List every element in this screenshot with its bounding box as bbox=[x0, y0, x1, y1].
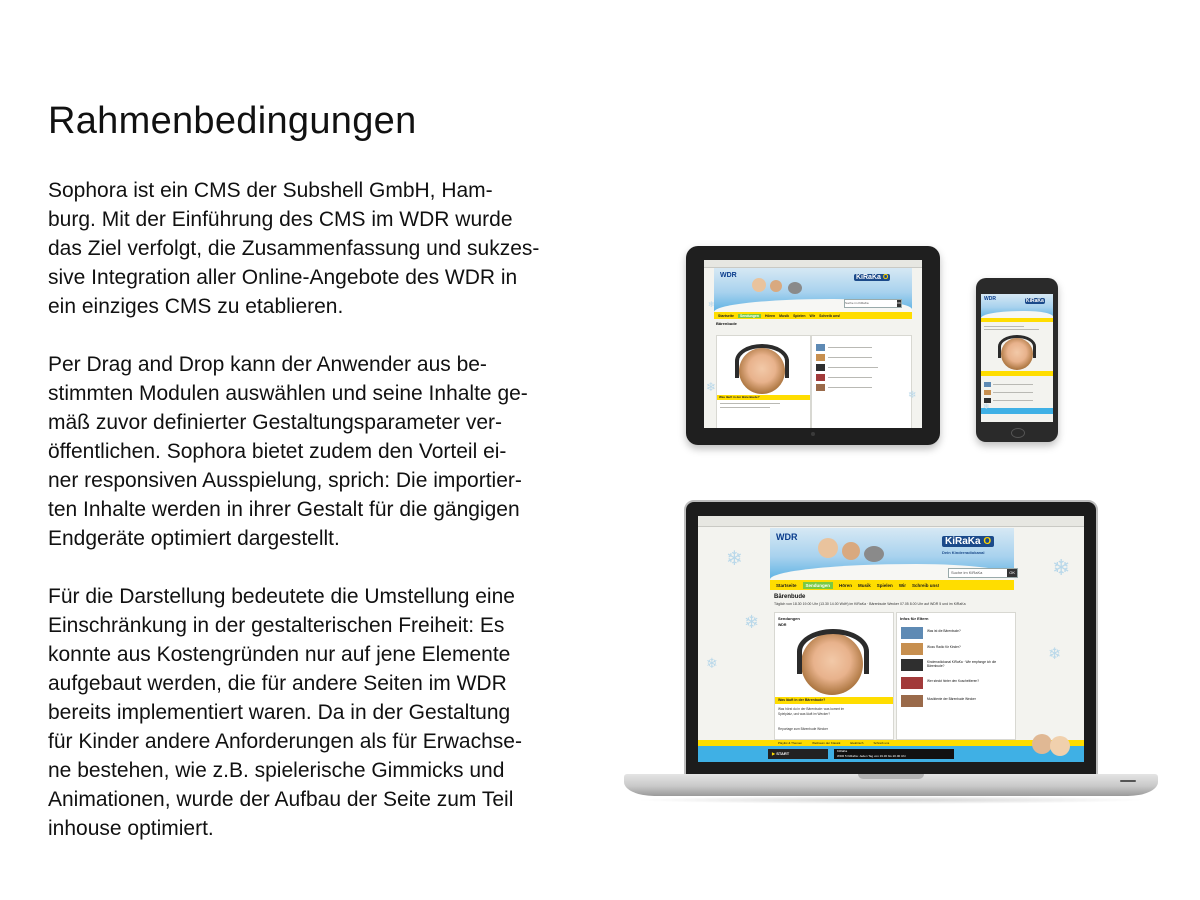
text-line: ner responsiven Ausspielung, sprich: Die importier- bbox=[48, 469, 522, 492]
page-heading: Bärenbude bbox=[716, 321, 737, 326]
main-nav bbox=[770, 580, 1014, 590]
nav-item[interactable]: Musik bbox=[779, 313, 790, 318]
text-line: Für die Darstellung bedeutete die Umstellung eine bbox=[48, 585, 515, 608]
info-link[interactable]: Was ist die Bärenbude? bbox=[927, 629, 961, 633]
host-photo bbox=[752, 278, 766, 292]
nav-item[interactable]: Startseite bbox=[718, 313, 734, 318]
footer-link[interactable]: Playlist & Themen bbox=[778, 741, 803, 745]
host-photo bbox=[818, 538, 838, 558]
phone-screen: WDR KiRaKa ❄ bbox=[981, 294, 1053, 422]
nav-item[interactable]: Sendungen bbox=[803, 582, 834, 589]
text-line: burg. Mit der Einführung des CMS im WDR wurde bbox=[48, 208, 513, 231]
text-line: Animationen, wurde der Aufbau der Seite zum Teil bbox=[48, 788, 514, 811]
player-start-button[interactable]: ▶ START bbox=[768, 749, 828, 759]
info-link[interactable]: Kinderradiokanal KiRaKa · Wie empfange ich die Bärenbude? bbox=[927, 660, 997, 668]
text-line: sive Integration aller Online-Angebote des WDR in bbox=[48, 266, 518, 289]
page-title: Rahmenbedingungen bbox=[48, 100, 417, 142]
nav-item[interactable]: Schreib uns! bbox=[912, 582, 940, 588]
info-thumbnail bbox=[901, 695, 923, 707]
shows-box bbox=[716, 335, 811, 428]
body-text bbox=[48, 176, 588, 872]
text-line: stimmten Modulen auswählen und seine Inhalte ge- bbox=[48, 382, 528, 405]
info-thumbnail bbox=[901, 627, 923, 639]
nav-item[interactable]: Hören bbox=[839, 582, 853, 588]
left-extra[interactable]: Reportage zum Bärenbude Wecker bbox=[778, 727, 828, 731]
search-field[interactable]: Suche im KiRaKa OK bbox=[844, 299, 902, 308]
player-info: KiRaKa WDR 5 KiRaKa: Jeden Tag von 19.30 bis 20.00 Uhr bbox=[834, 749, 954, 759]
wdr-logo: WDR bbox=[776, 532, 798, 542]
player-bar bbox=[698, 746, 1084, 762]
page-heading: Bärenbude bbox=[774, 594, 806, 600]
host-photo bbox=[770, 280, 782, 292]
host-photo bbox=[1032, 734, 1052, 754]
laptop-mockup bbox=[624, 500, 1158, 812]
footer-link[interactable]: Elektrisch bbox=[850, 741, 864, 745]
search-field[interactable]: Suche im KiRaKa OK bbox=[948, 568, 1018, 578]
nav-item[interactable]: Schreib uns! bbox=[819, 313, 841, 318]
tablet-mockup bbox=[686, 246, 940, 445]
info-link[interactable]: Musiktexte der Bärenbude Wecker bbox=[927, 697, 976, 701]
paragraph-intro bbox=[48, 176, 588, 321]
text-line: öffentlichen. Sophora bietet zudem den Vorteil ei- bbox=[48, 440, 507, 463]
nav-item[interactable]: Sendungen bbox=[739, 313, 760, 318]
footer-link[interactable]: Weltraum der Klassik bbox=[812, 741, 841, 745]
play-icon: ▶ bbox=[772, 751, 776, 756]
footer-link[interactable]: Schreib uns bbox=[873, 741, 890, 745]
shows-box: Sendungen WDR Was läuft in der Bärenbude? Was hörst du in der Bärenbude: was kommt im Spielplatz, und was läuft im Wecker? Reportage zum Bärenbude Wecker bbox=[774, 612, 894, 740]
text-line: inhouse optimiert. bbox=[48, 817, 214, 840]
host-photo bbox=[842, 542, 860, 560]
page-subtitle: Täglich von 18.30 19.00 Uhr (13.30 14.00 WdH) im KiRaKa · Bärenbude Wecker 07.05 8.00 Uhr auf WDR 5 und im KiRaKa bbox=[774, 602, 966, 606]
nav-item[interactable]: Wir bbox=[898, 582, 907, 588]
bear-photo bbox=[788, 282, 802, 294]
laptop-screen: ❄ ❄ ❄ ❄ ❄ WDR KiRaKa O Dein Kinderradiokanal Suche im KiRaKa OK Startseite Sendungen Hören Musik Spielen Wir Schreib uns! Bärenbude Täglich von 18.30 19.00 Uhr (13.30 14.00 WdH) im KiRaKa · Bärenbude Wecker 07.05 8.00 Uhr auf WDR 5 und im KiRaKa Sendungen WDR Was läuft in der Bärenbude? Was hörst du in der Bärenbude: was kommt im Spielplatz, und was läuft im Wecker? Reportage zum Bärenbude Wecker Infos für Eltern Was ist die Bärenbude? Wozu Radio für Kinder? Kinderradiokanal KiRaKa · Wie empfange ich die Bärenbude? Wer steckt hinter den Kuscheltieren? Musiktexte der Bärenbude Wecker Playlist & Themen Weltraum der Klassik Elektrisch Schreib uns ▶ START KiRaKa WDR 5 KiRaKa: Jeden Tag von 19.30 bis 20.00 Uhr bbox=[698, 516, 1084, 762]
tablet-screen: WDR KiRaKa O Suche im KiRaKa OK Startseite Sendungen Hören Musik Spielen Wir Schreib uns! Bärenbude Was läuft in der Bärenbude? ❄ ❄ ❄ bbox=[704, 260, 922, 428]
tagline: Dein Kinderradiokanal bbox=[942, 550, 985, 555]
phone-mockup bbox=[976, 278, 1058, 442]
text-line: ein einziges CMS zu etablieren. bbox=[48, 295, 344, 318]
nav-item[interactable]: Wir bbox=[809, 313, 816, 318]
paragraph-design bbox=[48, 582, 588, 843]
text-line: Einschränkung in der gestalterischen Freiheit: Es bbox=[48, 614, 505, 637]
text-line: für Kinder andere Anforderungen als für Erwachse- bbox=[48, 730, 522, 753]
text-line: konnte aus Kostengründen nur auf jene Elemente bbox=[48, 643, 511, 666]
nav-item[interactable]: Hören bbox=[765, 313, 776, 318]
info-link[interactable]: Wer steckt hinter den Kuscheltieren? bbox=[927, 679, 980, 683]
main-nav bbox=[714, 312, 912, 319]
feature-caption[interactable]: Was läuft in der Bärenbude? bbox=[775, 697, 894, 704]
text-line: mäß zuvor definierter Gestaltungsparameter ver- bbox=[48, 411, 503, 434]
kiraka-logo: KiRaKa O bbox=[856, 274, 889, 281]
bear-photo bbox=[864, 546, 884, 562]
nav-item[interactable]: Musik bbox=[858, 582, 871, 588]
kiraka-logo: KiRaKa O bbox=[942, 536, 994, 547]
nav-item[interactable]: Startseite bbox=[776, 582, 797, 588]
parents-info-box: Infos für Eltern Was ist die Bärenbude? Wozu Radio für Kinder? Kinderradiokanal KiRaKa · Wie empfange ich die Bärenbude? Wer steckt hinter den Kuscheltieren? Musiktexte der Bärenbude Wecker bbox=[896, 612, 1016, 740]
text-line: ne bestehen, wie z.B. spielerische Gimmicks und bbox=[48, 759, 505, 782]
text-line: Endgeräte optimiert dargestellt. bbox=[48, 527, 340, 550]
info-link[interactable]: Wozu Radio für Kinder? bbox=[927, 645, 961, 649]
feature-text: Was hörst du in der Bärenbude: was kommt im Spielplatz, und was läuft im Wecker? bbox=[778, 707, 845, 716]
nav-item[interactable]: Spielen bbox=[876, 582, 893, 588]
info-thumbnail bbox=[901, 677, 923, 689]
text-line: aufgebaut werden, die für andere Seiten im WDR bbox=[48, 672, 507, 695]
wdr-logo: WDR bbox=[720, 272, 737, 279]
text-line: ten Inhalte werden in ihrer Gestalt für die gängigen bbox=[48, 498, 520, 521]
text-line: bereits implementiert waren. Da in der Gestaltung bbox=[48, 701, 511, 724]
paragraph-drag-drop bbox=[48, 350, 588, 553]
feature-caption: Was läuft in der Bärenbude? bbox=[717, 395, 811, 400]
nav-item[interactable]: Spielen bbox=[793, 313, 806, 318]
text-line: das Ziel verfolgt, die Zusammenfassung und sukzes- bbox=[48, 237, 540, 260]
text-line: Sophora ist ein CMS der Subshell GmbH, Ham- bbox=[48, 179, 493, 202]
parents-info-box bbox=[811, 335, 912, 428]
text-line: Per Drag and Drop kann der Anwender aus be- bbox=[48, 353, 487, 376]
info-thumbnail bbox=[901, 643, 923, 655]
host-photo bbox=[1050, 736, 1070, 756]
info-thumbnail bbox=[901, 659, 923, 671]
